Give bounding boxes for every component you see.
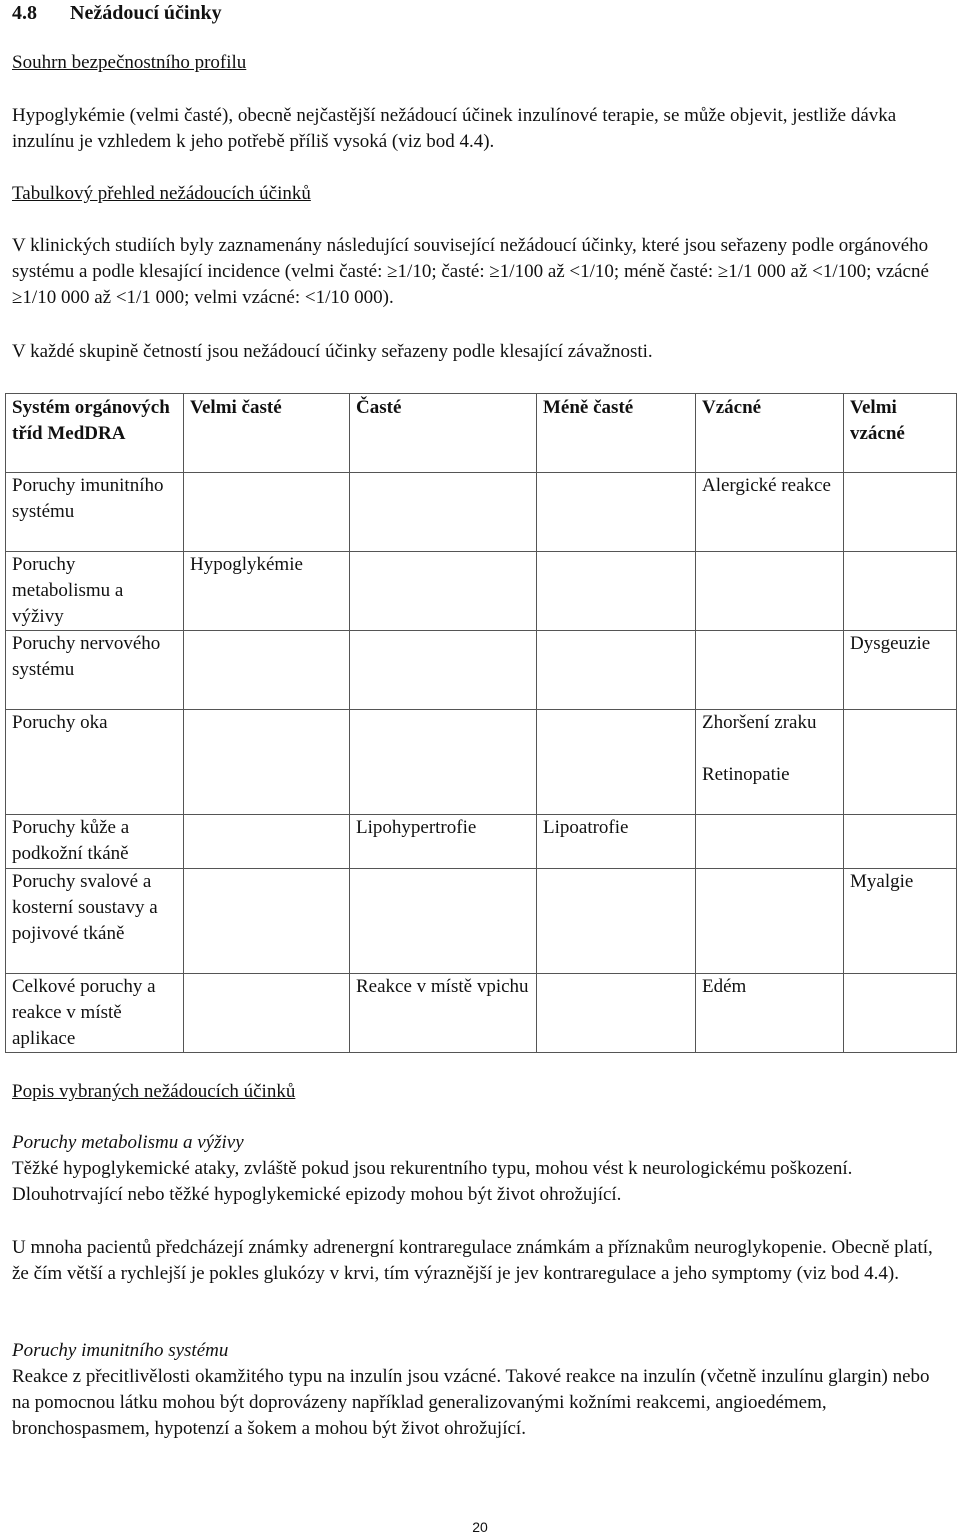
header-uncommon: Méně časté bbox=[537, 394, 696, 473]
organ-class-cell: Poruchy svalové a kosterní soustavy a pojivové tkáně bbox=[6, 869, 184, 974]
header-rare: Vzácné bbox=[696, 394, 844, 473]
table-cell bbox=[350, 869, 537, 974]
table-cell bbox=[184, 710, 350, 815]
table-row bbox=[6, 974, 957, 1053]
organ-class-cell: Celkové poruchy a reakce v místě aplikace bbox=[6, 974, 184, 1053]
header-very-common: Velmi časté bbox=[184, 394, 350, 473]
table-cell bbox=[537, 473, 696, 552]
table-row bbox=[6, 473, 957, 552]
table-cell bbox=[844, 710, 957, 815]
table-cell: Myalgie bbox=[844, 869, 957, 974]
adverse-effects-table bbox=[5, 393, 957, 1053]
table-cell: Reakce v místě vpichu bbox=[350, 974, 537, 1053]
table-cell bbox=[350, 552, 537, 631]
table-cell: Edém bbox=[696, 974, 844, 1053]
section-title: Nežádoucí účinky bbox=[70, 2, 222, 24]
table-cell bbox=[537, 974, 696, 1053]
table-row bbox=[6, 710, 957, 815]
table-cell bbox=[696, 869, 844, 974]
table-row bbox=[6, 631, 957, 710]
table-cell bbox=[696, 815, 844, 869]
table-cell bbox=[844, 815, 957, 869]
table-cell bbox=[184, 974, 350, 1053]
safety-summary-heading: Souhrn bezpečnostního profilu bbox=[12, 52, 247, 73]
table-cell: Zhoršení zraku Retinopatie bbox=[696, 710, 844, 815]
immune-paragraph: Reakce z přecitlivělosti okamžitého typu na inzulín jsou vzácné. Takové reakce na inzulín (včetně inzulínu glargin) nebo na pomocnou látku mohou být doprovázeny například generalizovanými kožními reakcemi, angioedémem, bronchospasmem, hypotenzí a šokem a mohou být život ohrožující. bbox=[12, 1366, 930, 1439]
table-cell bbox=[537, 552, 696, 631]
immune-subheading: Poruchy imunitního systému bbox=[12, 1340, 229, 1361]
header-very-rare: Velmi vzácné bbox=[844, 394, 957, 473]
organ-class-cell: Poruchy metabolismu a výživy bbox=[6, 552, 184, 631]
table-row bbox=[6, 869, 957, 974]
table-header-row bbox=[6, 394, 957, 473]
organ-class-cell: Poruchy nervového systému bbox=[6, 631, 184, 710]
table-cell: Alergické reakce bbox=[696, 473, 844, 552]
table-row bbox=[6, 815, 957, 869]
header-organ-class: Systém orgánových tříd MedDRA bbox=[6, 394, 184, 473]
table-cell bbox=[350, 710, 537, 815]
table-cell bbox=[537, 631, 696, 710]
metabolism-subheading: Poruchy metabolismu a výživy bbox=[12, 1132, 244, 1153]
tabular-overview-text: V klinických studiích byly zaznamenány následující související nežádoucí účinky, které jsou seřazeny podle orgánového systému a podle klesající incidence (velmi časté: ≥1/10; časté: ≥1/100 až <1/10; méně časté: ≥1/1 000 až <1/100; vzácné ≥1/10 000 až <1/1 000; velmi vzácné: <1/10 000). bbox=[12, 235, 929, 308]
section-number: 4.8 bbox=[12, 2, 37, 24]
table-row bbox=[6, 552, 957, 631]
table-cell: Dysgeuzie bbox=[844, 631, 957, 710]
table-cell bbox=[537, 710, 696, 815]
organ-class-cell: Poruchy oka bbox=[6, 710, 184, 815]
table-cell bbox=[184, 815, 350, 869]
organ-class-cell: Poruchy kůže a podkožní tkáně bbox=[6, 815, 184, 869]
tabular-overview-ordering-note: V každé skupině četností jsou nežádoucí účinky seřazeny podle klesající závažnosti. bbox=[12, 341, 653, 362]
table-cell bbox=[350, 631, 537, 710]
table-cell bbox=[537, 869, 696, 974]
page-number: 20 bbox=[472, 1519, 488, 1535]
table-cell bbox=[350, 473, 537, 552]
table-cell bbox=[844, 974, 957, 1053]
tabular-overview-heading: Tabulkový přehled nežádoucích účinků bbox=[12, 183, 311, 204]
table-cell: Hypoglykémie bbox=[184, 552, 350, 631]
table-cell: Lipoatrofie bbox=[537, 815, 696, 869]
table-cell: Lipohypertrofie bbox=[350, 815, 537, 869]
section-heading bbox=[12, 0, 222, 26]
header-common: Časté bbox=[350, 394, 537, 473]
table-cell bbox=[696, 552, 844, 631]
table-cell bbox=[184, 631, 350, 710]
metabolism-paragraph-2: U mnoha pacientů předcházejí známky adrenergní kontraregulace známkám a příznakům neuroglykopenie. Obecně platí, že čím větší a rychlejší je pokles glukózy v krvi, tím výraznější je jev kontraregulace a jeho symptomy (viz bod 4.4). bbox=[12, 1237, 933, 1284]
table-cell bbox=[184, 869, 350, 974]
organ-class-cell: Poruchy imunitního systému bbox=[6, 473, 184, 552]
table-cell bbox=[844, 552, 957, 631]
selected-effects-heading: Popis vybraných nežádoucích účinků bbox=[12, 1081, 296, 1102]
safety-summary-text: Hypoglykémie (velmi časté), obecně nejčastější nežádoucí účinek inzulínové terapie, se může objevit, jestliže dávka inzulínu je vzhledem k jeho potřebě příliš vysoká (viz bod 4.4). bbox=[12, 105, 897, 152]
table-cell bbox=[184, 473, 350, 552]
table-cell bbox=[696, 631, 844, 710]
table-cell bbox=[844, 473, 957, 552]
metabolism-paragraph-1: Těžké hypoglykemické ataky, zvláště pokud jsou rekurentního typu, mohou vést k neurologickému poškození. Dlouhotrvající nebo těžké hypoglykemické epizody mohou být život ohrožující. bbox=[12, 1158, 853, 1205]
